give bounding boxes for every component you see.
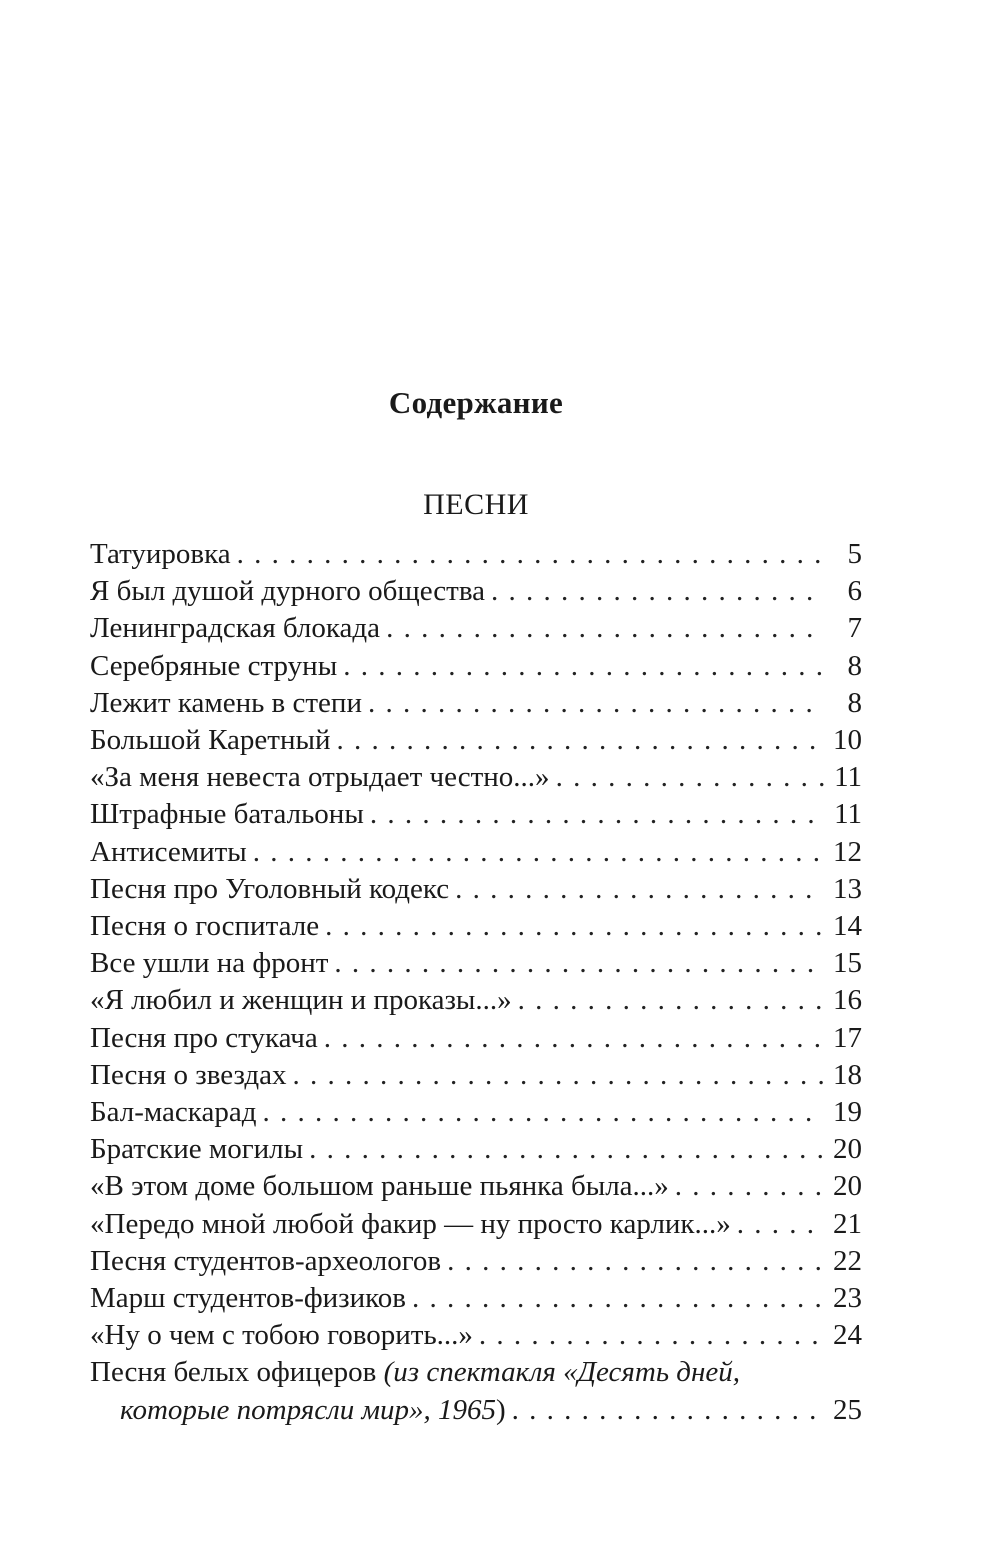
toc-entry-title: «Ну о чем с тобою говорить...» xyxy=(90,1319,473,1352)
dot-leader xyxy=(737,1206,824,1243)
toc-entry-page: 13 xyxy=(833,872,862,905)
toc-entry[interactable] xyxy=(90,648,862,685)
dot-leader xyxy=(447,1243,824,1280)
toc-entry[interactable] xyxy=(90,796,862,833)
dot-leader xyxy=(343,648,824,685)
toc-entry-title: Все ушли на фронт xyxy=(90,947,329,980)
toc-entry-title: Братские могилы xyxy=(90,1133,304,1166)
toc-entry-multiline[interactable] xyxy=(90,1354,862,1428)
toc-entry[interactable] xyxy=(90,1206,862,1243)
dot-leader xyxy=(324,1020,824,1057)
dot-leader xyxy=(512,1392,824,1429)
toc-entry-page: 12 xyxy=(833,835,862,868)
toc-entry-title: Бал-маскарад xyxy=(90,1096,257,1129)
toc-entry-title: Серебряные струны xyxy=(90,649,338,682)
toc-entry-title: Песня о госпитале xyxy=(90,910,320,943)
toc-entry-page: 11 xyxy=(834,798,862,831)
toc-entry-title: Песня студентов-археологов xyxy=(90,1244,442,1277)
toc-entry-title: Татуировка xyxy=(90,538,231,570)
toc-entry-title: Лежит камень в степи xyxy=(90,686,362,719)
toc-entry-title: Песня про стукача xyxy=(90,1021,318,1054)
toc-entry-note: (из спектакля «Десять дней, xyxy=(383,1356,740,1389)
toc-entry-title: Штрафные батальоны xyxy=(90,798,364,831)
toc-entry-page: 15 xyxy=(833,947,862,980)
toc-entry[interactable] xyxy=(90,1131,862,1168)
toc-entry-title: Марш студентов-физиков xyxy=(90,1282,406,1315)
toc-entry[interactable] xyxy=(90,1280,862,1317)
toc-entry[interactable] xyxy=(90,610,862,647)
table-of-contents xyxy=(90,536,862,1429)
toc-entry-page: 5 xyxy=(847,538,862,570)
toc-entry-page: 7 xyxy=(847,612,862,645)
toc-entry[interactable] xyxy=(90,573,862,610)
toc-entries xyxy=(90,536,862,1354)
toc-entry[interactable] xyxy=(90,1168,862,1205)
toc-entry[interactable] xyxy=(90,945,862,982)
toc-entry-page: 19 xyxy=(833,1096,862,1129)
toc-entry-title: Большой Каретный xyxy=(90,724,331,757)
dot-leader xyxy=(386,610,824,647)
dot-leader xyxy=(309,1131,824,1168)
toc-entry-page: 24 xyxy=(833,1319,862,1352)
toc-entry[interactable] xyxy=(90,1243,862,1280)
toc-entry-page: 10 xyxy=(833,724,862,757)
toc-entry-note-close: ) xyxy=(495,1393,506,1426)
toc-entry-title: «За меня невеста отрыдает честно...» xyxy=(90,761,550,794)
toc-entry-page: 11 xyxy=(834,761,862,794)
toc-entry-page: 18 xyxy=(833,1058,862,1091)
toc-entry-title: Ленинградская блокада xyxy=(90,612,381,645)
toc-entry-page: 22 xyxy=(833,1244,862,1277)
toc-entry[interactable] xyxy=(90,1094,862,1131)
dot-leader xyxy=(334,945,824,982)
toc-entry-page: 17 xyxy=(833,1021,862,1054)
dot-leader xyxy=(325,908,824,945)
dot-leader xyxy=(518,982,824,1019)
toc-entry-title: Песня про Уголовный кодекс xyxy=(90,872,450,905)
dot-leader xyxy=(336,722,824,759)
toc-entry[interactable] xyxy=(90,722,862,759)
toc-entry-page: 14 xyxy=(833,910,862,943)
toc-entry-title: Песня о звездах xyxy=(90,1058,287,1091)
toc-entry[interactable] xyxy=(90,1057,862,1094)
toc-entry-page: 8 xyxy=(847,649,862,682)
dot-leader xyxy=(262,1094,824,1131)
toc-entry-page: 20 xyxy=(833,1170,862,1203)
toc-entry[interactable] xyxy=(90,1317,862,1354)
dot-leader xyxy=(491,573,824,610)
toc-entry-title: «Передо мной любой факир — ну просто карлик...» xyxy=(90,1207,731,1240)
toc-entry[interactable] xyxy=(90,834,862,871)
dot-leader xyxy=(253,834,824,871)
dot-leader xyxy=(479,1317,824,1354)
toc-entry[interactable] xyxy=(90,685,862,722)
dot-leader xyxy=(237,536,824,573)
dot-leader xyxy=(556,759,824,796)
toc-entry-page: 23 xyxy=(833,1282,862,1315)
toc-entry-page: 21 xyxy=(833,1207,862,1240)
toc-entry[interactable] xyxy=(90,759,862,796)
toc-entry-title: «В этом доме большом раньше пьянка была...» xyxy=(90,1170,669,1203)
dot-leader xyxy=(370,796,824,833)
dot-leader xyxy=(675,1168,824,1205)
toc-entry[interactable] xyxy=(90,982,862,1019)
toc-entry[interactable] xyxy=(90,871,862,908)
dot-leader xyxy=(412,1280,824,1317)
toc-entry-page: 20 xyxy=(833,1133,862,1166)
toc-entry-title: Я был душой дурного общества xyxy=(90,575,486,608)
toc-entry-page: 8 xyxy=(847,686,862,719)
dot-leader xyxy=(455,871,824,908)
toc-entry[interactable] xyxy=(90,1020,862,1057)
toc-entry-title: Антисемиты xyxy=(90,835,247,868)
toc-entry-page: 16 xyxy=(833,984,862,1017)
toc-entry-title: Песня белых офицеров xyxy=(90,1356,384,1389)
dot-leader xyxy=(368,685,824,722)
section-heading: ПЕСНИ xyxy=(423,488,529,521)
toc-entry-title: «Я любил и женщин и проказы...» xyxy=(90,984,512,1017)
dot-leader xyxy=(293,1057,824,1094)
toc-entry-page: 6 xyxy=(847,575,862,608)
page-title: Содержание xyxy=(388,385,564,420)
toc-entry-page: 25 xyxy=(833,1393,862,1426)
toc-entry[interactable] xyxy=(90,536,862,573)
toc-entry[interactable] xyxy=(90,908,862,945)
toc-entry-note-continued: которые потрясли мир», 1965 xyxy=(120,1393,496,1426)
